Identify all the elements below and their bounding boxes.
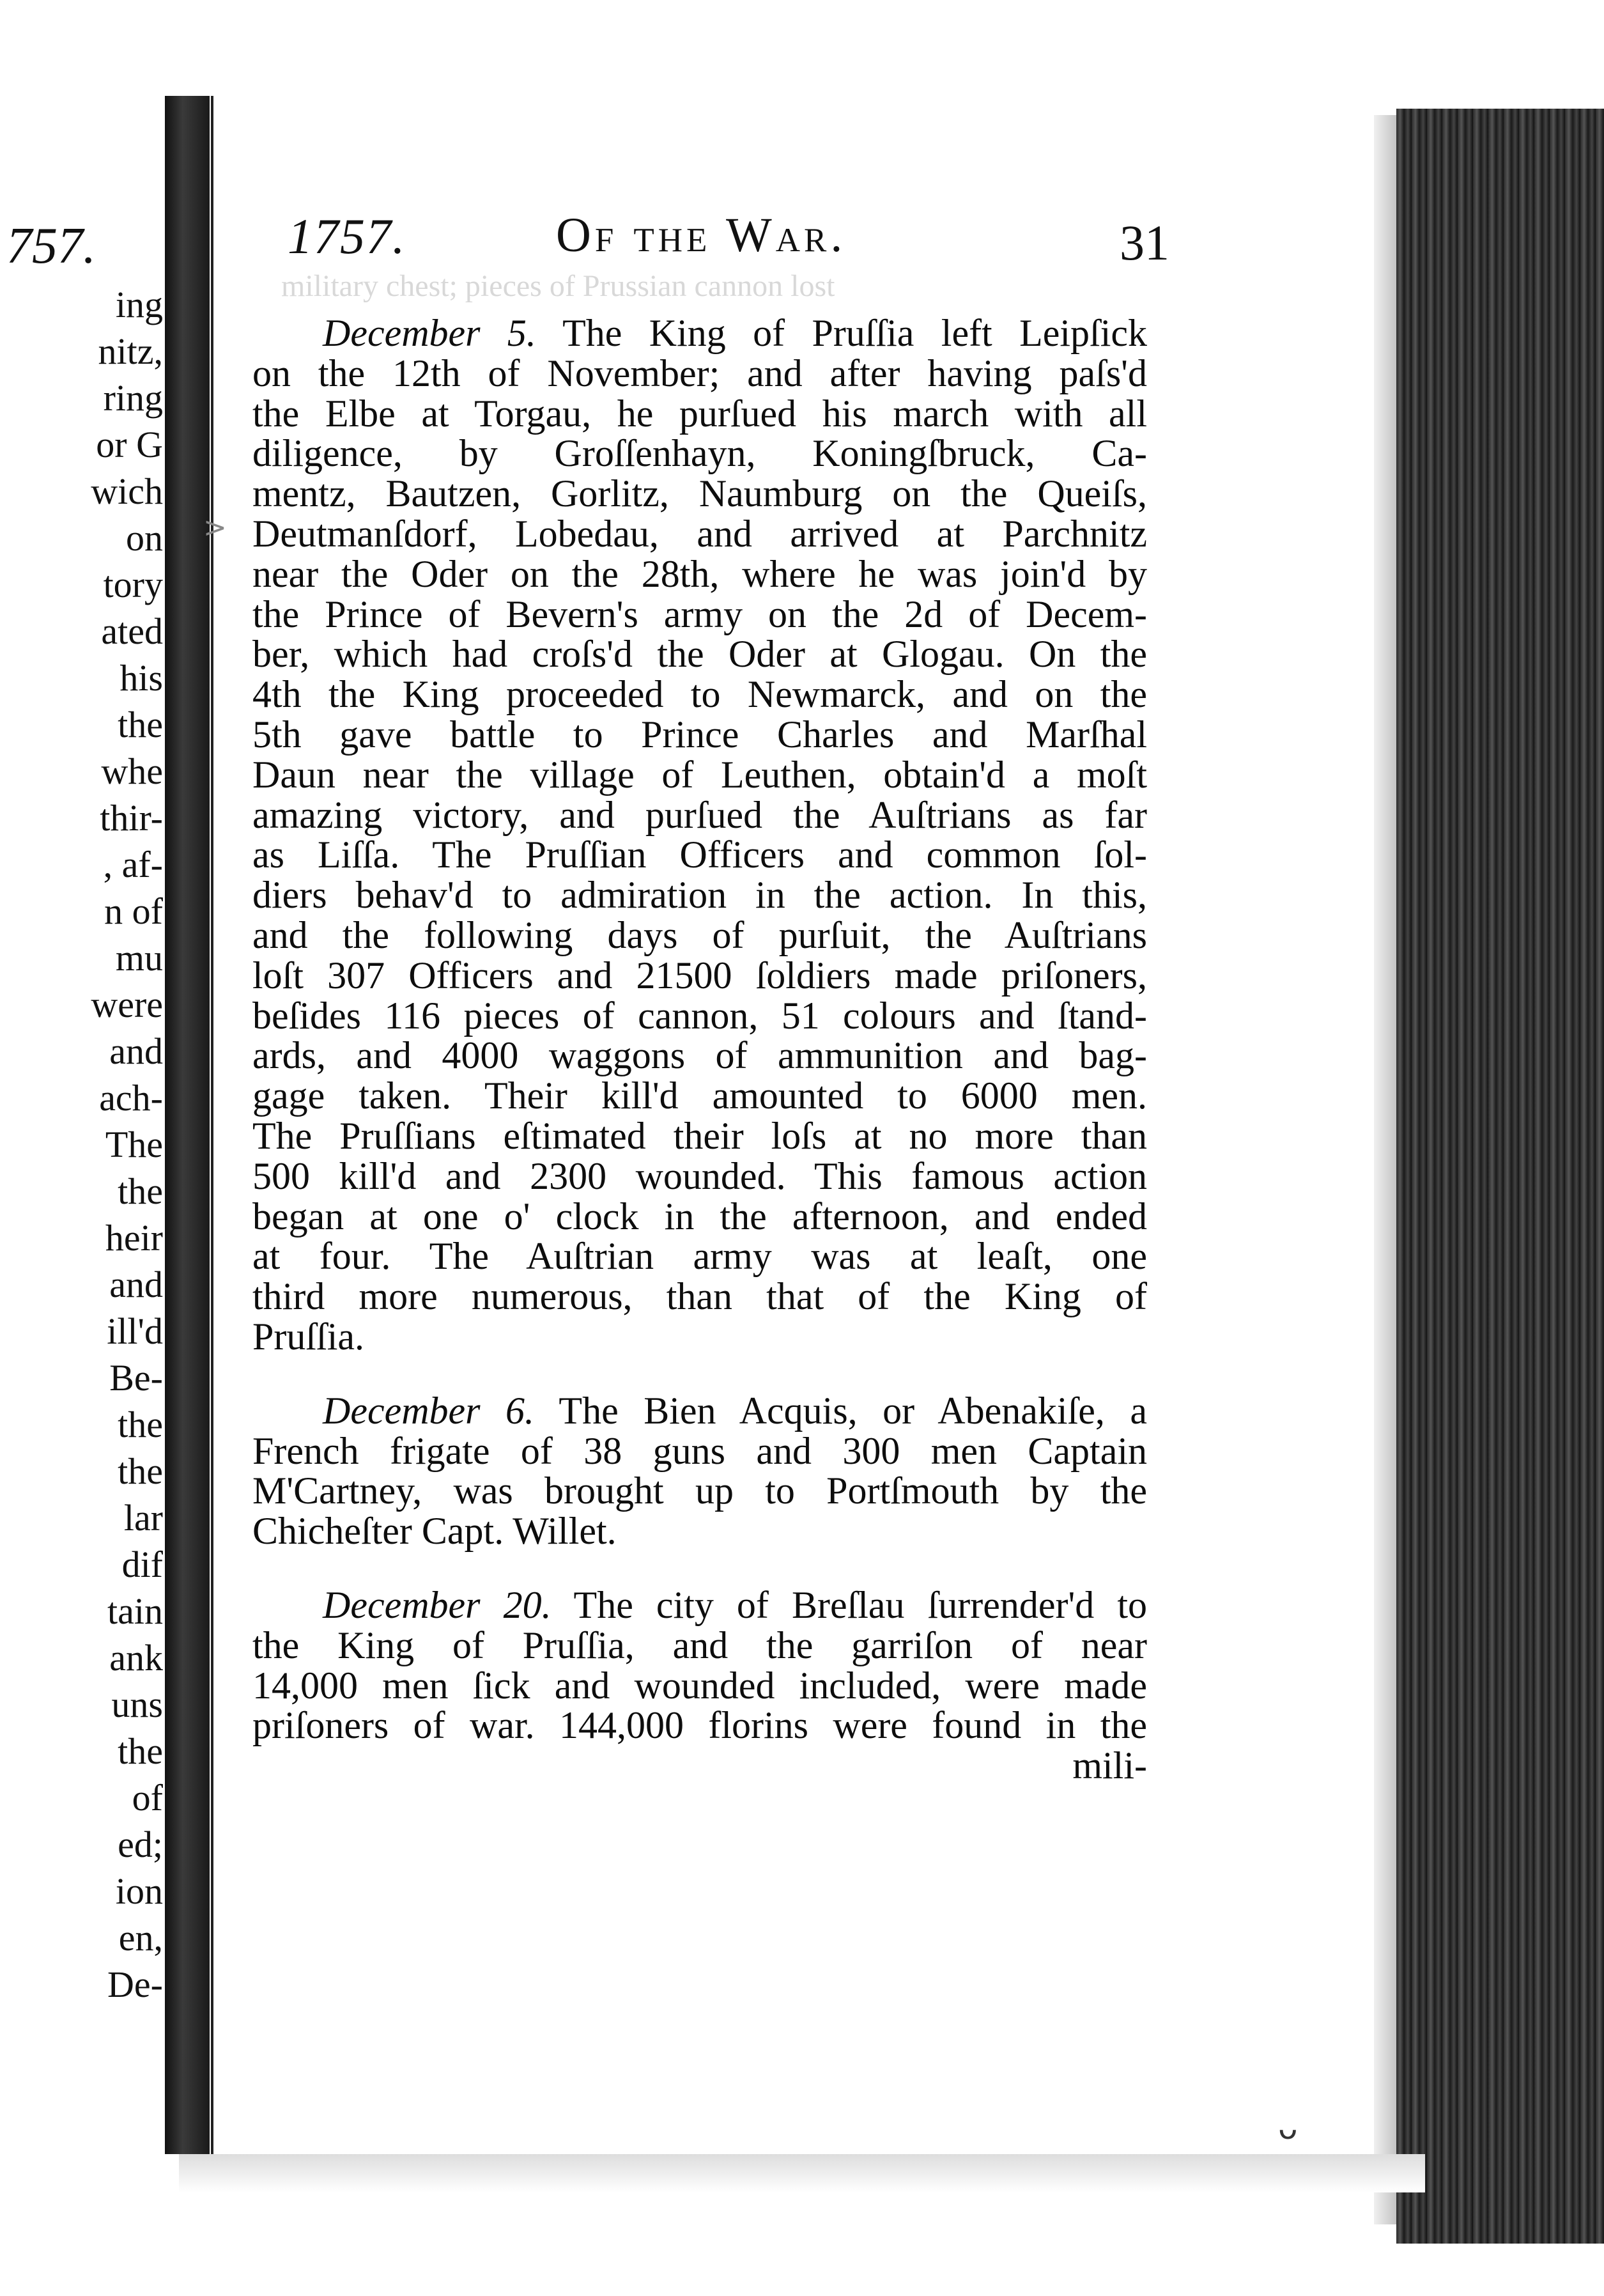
text-line	[252, 1705, 1147, 1746]
line-text: 14,000 men ſick and wounded included, were made	[252, 1664, 1147, 1707]
line-text: M'Cartney, was brought up to Portſmouth by the	[252, 1470, 1147, 1512]
text-line	[252, 634, 1147, 674]
text-line	[252, 1116, 1147, 1156]
facing-page-line: and	[109, 1030, 163, 1072]
facing-page-line: the	[118, 1404, 163, 1445]
header-year: 1757.	[288, 208, 406, 264]
line-text: the Elbe at Torgau, he purſued his march with all	[252, 392, 1147, 435]
text-line	[252, 474, 1147, 514]
entry-date: December 5.	[323, 312, 536, 354]
facing-page-line: and	[109, 1264, 163, 1305]
line-text: The Pruſſians eſtimated their loſs at no more than	[252, 1114, 1147, 1157]
text-line	[252, 915, 1147, 956]
facing-page-line: uns	[111, 1684, 163, 1725]
facing-page-line: the	[118, 1450, 163, 1492]
paragraph	[252, 1391, 1147, 1551]
facing-page-line: the	[118, 1730, 163, 1772]
line-text: ards, and 4000 waggons of ammunition and bag-	[252, 1034, 1147, 1077]
line-text: Chicheſter Capt. Willet.	[252, 1510, 617, 1553]
line-text: The King of Pruſſia left Leipſick	[536, 312, 1147, 354]
text-line	[252, 1156, 1147, 1197]
running-header	[288, 208, 1169, 278]
text-line	[252, 715, 1147, 755]
text-line	[252, 1471, 1147, 1511]
margin-mark: >	[203, 511, 227, 544]
line-text: the Prince of Bevern's army on the 2d of Decem-	[252, 593, 1147, 635]
text-line	[252, 594, 1147, 635]
line-text: 500 kill'd and 2300 wounded. This famous action	[252, 1154, 1147, 1197]
facing-page-line: ach-	[99, 1077, 163, 1119]
text-line	[252, 1236, 1147, 1276]
paragraph	[252, 313, 1147, 1357]
text-line	[252, 1317, 1147, 1357]
facing-page-line: ing	[115, 284, 163, 325]
facing-page-line: ill'd	[107, 1310, 163, 1352]
line-text: diligence, by Groſſenhayn, Koningſbruck, Ca-	[252, 432, 1147, 475]
facing-page-line: on	[126, 517, 163, 559]
line-text: French frigate of 38 guns and 300 men Captain	[252, 1429, 1147, 1472]
text-line	[252, 795, 1147, 835]
text-line	[252, 875, 1147, 915]
page-number: 31	[1120, 215, 1169, 270]
book-page-edges	[1396, 109, 1604, 2244]
line-text: as Liſſa. The Pruſſian Officers and common ſol-	[252, 834, 1147, 876]
facing-page-line: Be-	[109, 1357, 163, 1399]
facing-page-line: were	[91, 984, 163, 1025]
text-line	[252, 1746, 1147, 1786]
facing-page-line: ed;	[118, 1824, 163, 1865]
bleed-through-text: military chest; pieces of Prussian cannon lost	[281, 269, 835, 303]
line-text: 5th gave battle to Prince Charles and Marſhal	[252, 713, 1147, 756]
text-line	[252, 956, 1147, 996]
facing-page-line: the	[118, 704, 163, 745]
facing-page-line: De-	[107, 1964, 163, 2005]
ink-mark: ᴗ	[1278, 2109, 1298, 2146]
page-body	[252, 313, 1147, 1820]
line-text: Pruſſia.	[252, 1315, 364, 1358]
text-line	[252, 394, 1147, 434]
text-line	[252, 313, 1147, 353]
line-text: mili-	[1072, 1744, 1147, 1787]
facing-page-line: en,	[118, 1917, 163, 1959]
line-text: gage taken. Their kill'd amounted to 6000 men.	[252, 1074, 1147, 1117]
line-text: at four. The Auſtrian army was at leaſt, one	[252, 1235, 1147, 1278]
text-line	[252, 755, 1147, 795]
text-line	[252, 1585, 1147, 1625]
line-text: the King of Pruſſia, and the garriſon of near	[252, 1624, 1147, 1666]
line-text: diers behav'd to admiration in the action. In this,	[252, 874, 1147, 917]
text-line	[252, 1197, 1147, 1237]
text-line	[252, 433, 1147, 474]
facing-page-text	[0, 281, 163, 2008]
text-line	[252, 1666, 1147, 1706]
text-line	[252, 1076, 1147, 1116]
page-edge-shadow	[1374, 115, 1400, 2224]
line-text: The Bien Acquis, or Abenakiſe, a	[534, 1389, 1147, 1432]
page-bottom-shadow	[179, 2154, 1425, 2192]
facing-page-line: nitz,	[98, 330, 163, 372]
text-line	[252, 996, 1147, 1036]
paragraph	[252, 1585, 1147, 1786]
facing-page-line: , af-	[103, 844, 163, 885]
facing-page-line: tain	[107, 1590, 163, 1632]
facing-page-line: whe	[101, 750, 163, 792]
line-text: priſoners of war. 144,000 florins were found in the	[252, 1704, 1147, 1747]
line-text: third more numerous, than that of the King of	[252, 1275, 1147, 1318]
text-line	[252, 1036, 1147, 1076]
facing-page-line: mu	[115, 937, 163, 979]
line-text: on the 12th of November; and after having paſs'd	[252, 352, 1147, 394]
header-title: Of the War.	[556, 208, 847, 262]
text-line	[252, 1511, 1147, 1551]
book-gutter	[165, 96, 210, 2154]
facing-page-line: The	[105, 1124, 163, 1165]
line-text: beſides 116 pieces of cannon, 51 colours and ſtand-	[252, 994, 1147, 1037]
line-text: The city of Breſlau ſurrender'd to	[551, 1583, 1147, 1626]
facing-page-line: of	[132, 1777, 163, 1819]
line-text: Daun near the village of Leuthen, obtain'd a moſt	[252, 753, 1147, 796]
facing-page-line: ank	[109, 1637, 163, 1679]
facing-page-line: heir	[105, 1217, 163, 1259]
line-text: amazing victory, and purſued the Auſtrians as far	[252, 793, 1147, 836]
line-text: Deutmanſdorf, Lobedau, and arrived at Parchnitz	[252, 512, 1147, 555]
facing-page-year: 757.	[6, 218, 96, 274]
text-line	[252, 514, 1147, 554]
text-line	[252, 554, 1147, 594]
line-text: ber, which had croſs'd the Oder at Glogau. On the	[252, 633, 1147, 676]
text-line	[252, 1625, 1147, 1666]
line-text: and the following days of purſuit, the Auſtrians	[252, 913, 1147, 956]
line-text: loſt 307 Officers and 21500 ſoldiers made priſoners,	[252, 954, 1147, 997]
line-text: 4th the King proceeded to Newmarck, and on the	[252, 673, 1147, 716]
line-text: mentz, Bautzen, Gorlitz, Naumburg on the Queiſs,	[252, 472, 1147, 515]
facing-page-line: ated	[101, 610, 163, 652]
facing-page-line: n of	[104, 890, 163, 932]
facing-page-line: dif	[121, 1544, 163, 1585]
facing-page-line: wich	[91, 470, 163, 512]
facing-page-line: his	[120, 657, 163, 699]
line-text: began at one o' clock in the afternoon, and ended	[252, 1195, 1147, 1237]
facing-page-line: thir-	[100, 797, 163, 839]
entry-date: December 6.	[323, 1389, 535, 1432]
text-line	[252, 1391, 1147, 1431]
text-line	[252, 1276, 1147, 1317]
facing-page-line: tory	[103, 564, 163, 605]
facing-page-line: lar	[123, 1497, 163, 1539]
text-line	[252, 1431, 1147, 1471]
text-line	[252, 353, 1147, 394]
facing-page-line: ring	[103, 377, 163, 419]
facing-page-line: the	[118, 1170, 163, 1212]
text-line	[252, 674, 1147, 715]
facing-page-line: or G	[96, 424, 163, 465]
line-text: near the Oder on the 28th, where he was join'd by	[252, 552, 1147, 595]
text-line	[252, 835, 1147, 875]
facing-page-line: ion	[115, 1870, 163, 1912]
entry-date: December 20.	[323, 1583, 551, 1626]
